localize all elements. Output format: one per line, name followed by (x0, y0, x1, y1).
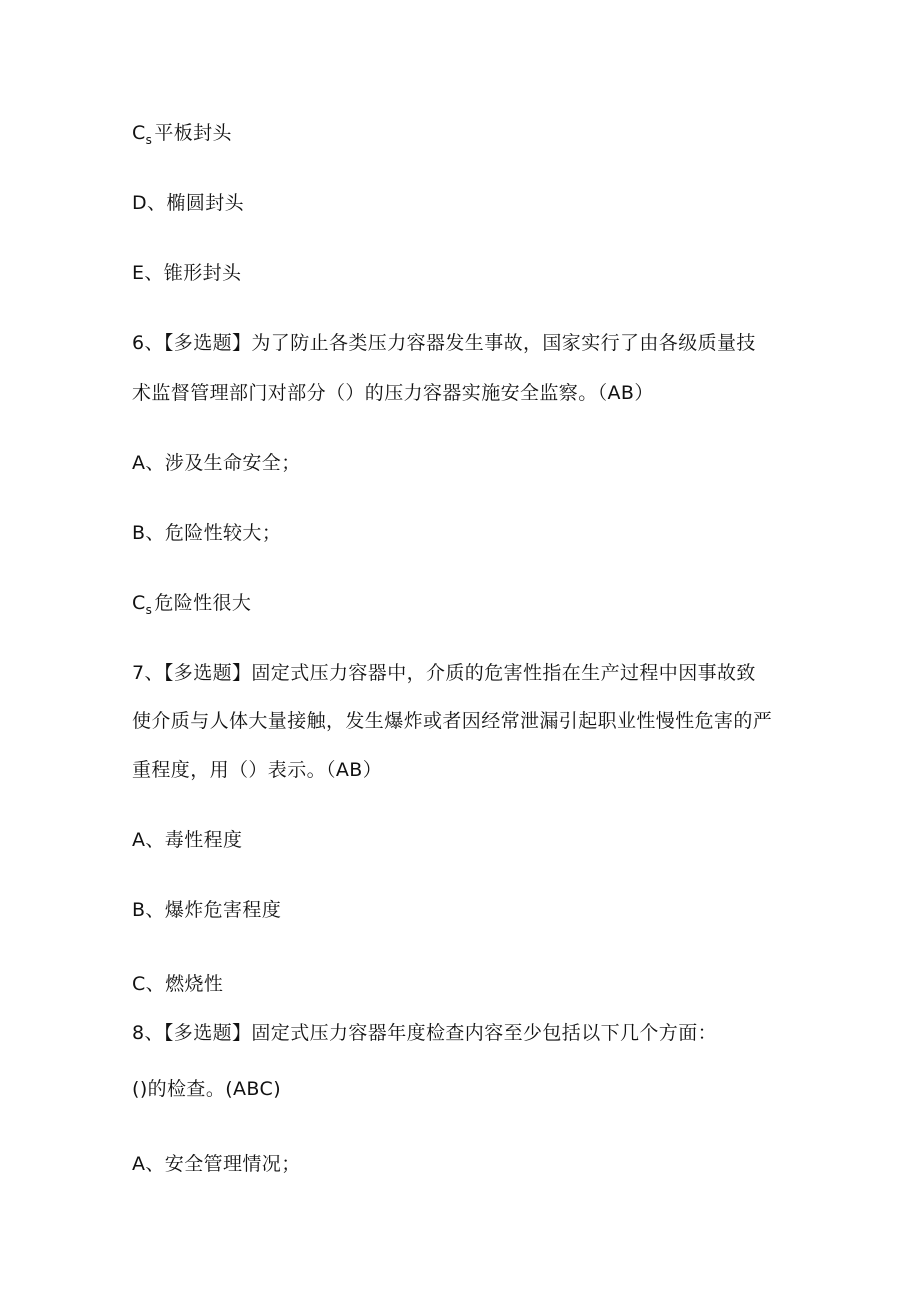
question-7-option-c: C、燃烧性 (132, 973, 224, 995)
question-8-line-2: ()的检查。(ABC) (132, 1078, 282, 1100)
question-8-line-1: 8、【多选题】固定式压力容器年度检查内容至少包括以下几个方面： (132, 1022, 717, 1044)
option-c-flat-head (132, 121, 232, 147)
question-7-option-a: A、毒性程度 (132, 829, 243, 851)
question-8-option-a: A、安全管理情况； (132, 1153, 301, 1175)
question-6-option-a: A、涉及生命安全； (132, 452, 301, 474)
question-7-option-b: B、爆炸危害程度 (132, 899, 282, 921)
question-7-line-2: 使介质与人体大量接触，发生爆炸或者因经常泄漏引起职业性慢性危害的严 (132, 710, 773, 732)
option-letter: C (132, 122, 146, 144)
option-d-elliptical-head: D、椭圆封头 (132, 192, 245, 214)
option-text: 平板封头 (154, 122, 232, 144)
question-6-line-1: 6、【多选题】为了防止各类压力容器发生事故，国家实行了由各级质量技 (132, 332, 756, 354)
question-6-option-b: B、危险性较大； (132, 522, 282, 544)
option-e-conical-head: E、锥形封头 (132, 262, 242, 284)
question-6-line-2: 术监督管理部门对部分（）的压力容器实施安全监察。（AB） (132, 382, 654, 404)
question-7-line-3: 重程度，用（）表示。（AB） (132, 759, 383, 781)
option-subscript: s (145, 603, 153, 617)
option-subscript: s (145, 133, 153, 147)
option-text: 危险性很大 (154, 592, 252, 614)
question-7-line-1: 7、【多选题】固定式压力容器中，介质的危害性指在生产过程中因事故致 (132, 662, 756, 684)
question-6-option-c (132, 591, 251, 617)
option-letter: C (132, 592, 146, 614)
